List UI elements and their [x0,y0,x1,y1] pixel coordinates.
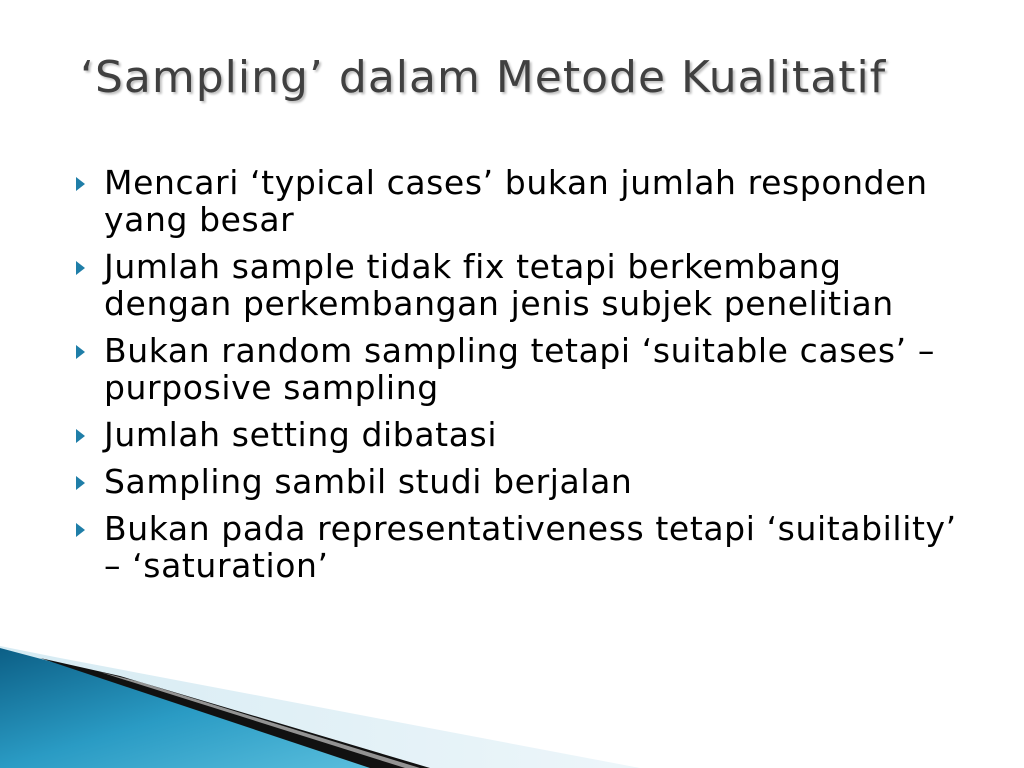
slide-title: ‘Sampling’ dalam Metode Kualitatif [80,52,887,103]
list-item [72,332,972,406]
corner-wave-decoration [0,638,1024,768]
bullet-text: Bukan random sampling tetapi ‘suitable cases’ – purposive sampling [104,331,935,407]
bullet-text: Jumlah setting dibatasi [104,415,498,454]
list-item [72,164,972,238]
triangle-right-icon [76,429,85,443]
bullet-text: Bukan pada representativeness tetapi ‘suitability’ – ‘saturation’ [104,509,957,585]
list-item [72,248,972,322]
triangle-right-icon [76,177,85,191]
bullet-text: Mencari ‘typical cases’ bukan jumlah responden yang besar [104,163,928,239]
triangle-right-icon [76,523,85,537]
bullet-text: Jumlah sample tidak fix tetapi berkembang dengan perkembangan jenis subjek penelitian [104,247,894,323]
list-item [72,463,972,500]
bullet-list [72,164,972,594]
triangle-right-icon [76,261,85,275]
triangle-right-icon [76,476,85,490]
list-item [72,510,972,584]
list-item [72,416,972,453]
triangle-right-icon [76,345,85,359]
bullet-text: Sampling sambil studi berjalan [104,462,633,501]
